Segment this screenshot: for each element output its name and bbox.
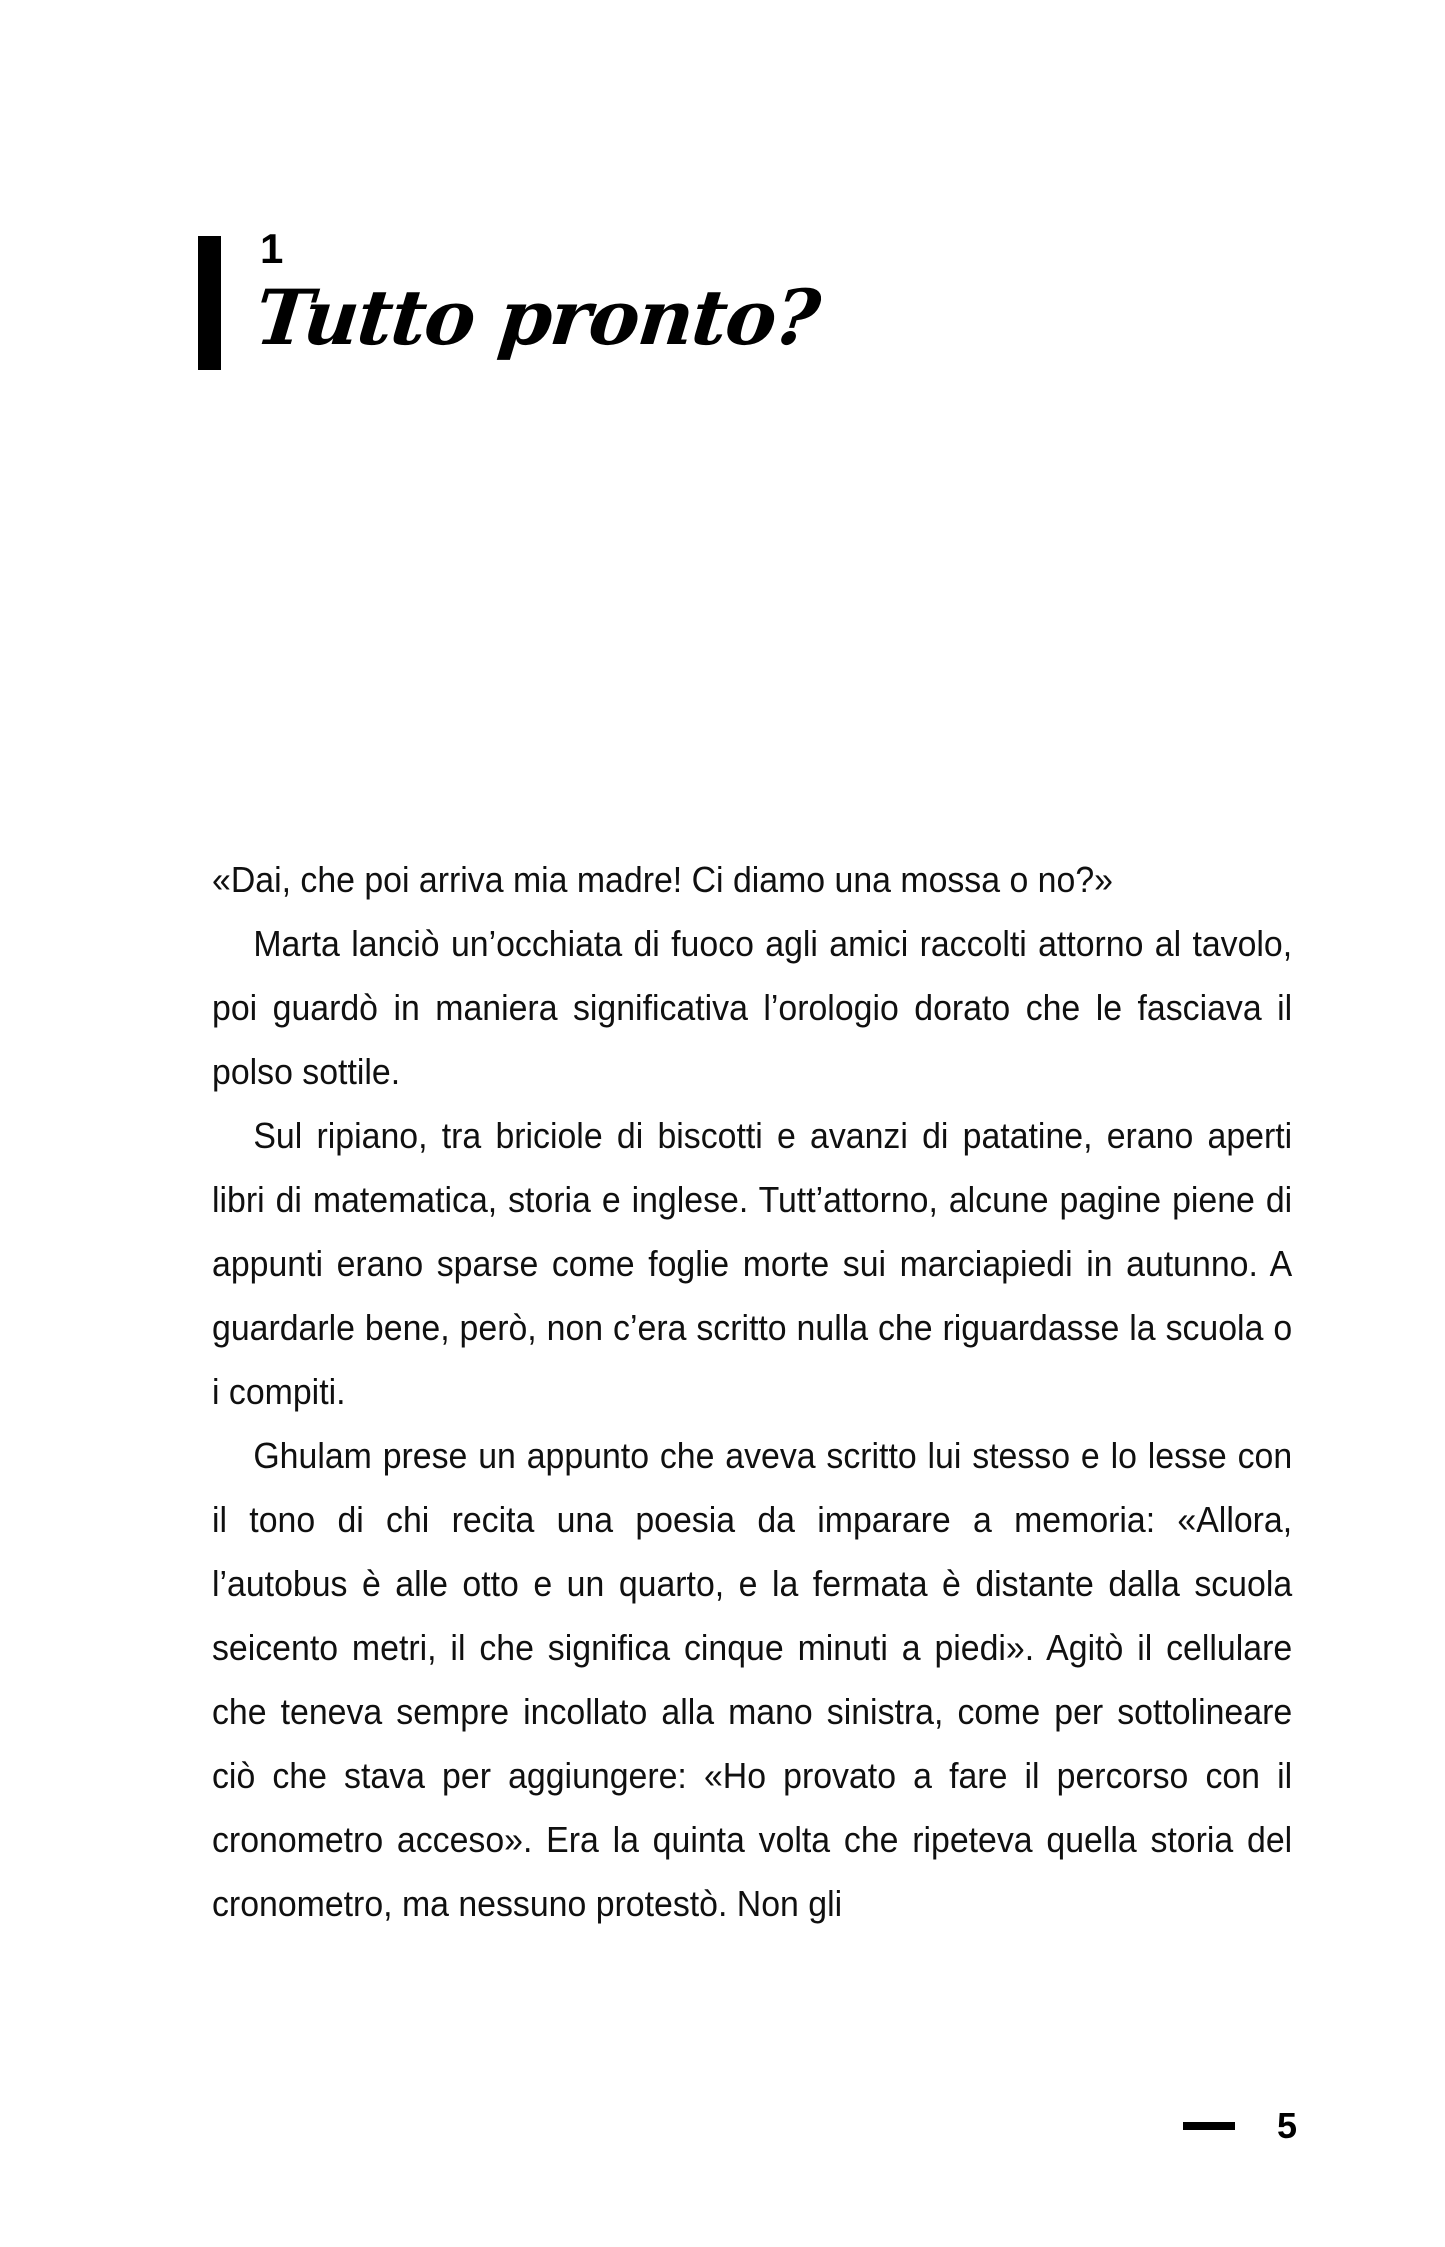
page-footer bbox=[0, 2105, 1445, 2168]
folio-dash-icon bbox=[1183, 2122, 1235, 2130]
folio-group bbox=[1183, 2105, 1297, 2146]
chapter-rule-bar bbox=[198, 236, 221, 370]
page-number: 5 bbox=[1276, 2105, 1297, 2146]
paragraph: Sul ripiano, tra briciole di biscotti e avanzi di patatine, erano aperti libri di matematica, storia e inglese. Tutt’attorno, alcune pagine piene di appunti erano sparse come foglie morte sui marciapiedi in autunno. A guardarle bene, però, non c’era scritto nulla che riguardasse la scuola o i compiti. bbox=[212, 1115, 1293, 1412]
chapter-heading bbox=[198, 225, 1098, 398]
body-text-column bbox=[212, 848, 1292, 1936]
paragraph: Marta lanciò un’occhiata di fuoco agli amici raccolti attorno al tavolo, poi guardò in maniera significativa l’orologio dorato che le fasciava il polso sottile. bbox=[212, 923, 1293, 1092]
paragraph: «Dai, che poi arriva mia madre! Ci diamo una mossa o no?» bbox=[212, 859, 1113, 900]
paragraph: Ghulam prese un appunto che aveva scritto lui stesso e lo lesse con il tono di chi recita una poesia da imparare a memoria: «Allora, l’autobus è alle otto e un quarto, e la fermata è distante dalla scuola seicento metri, il che significa cinque minuti a piedi». Agitò il cellulare che teneva sempre incollato alla mano sinistra, come per sottolineare ciò che stava per aggiungere: «Ho provato a fare il percorso con il cronometro acceso». Era la quinta volta che ripeteva quella storia del cronometro, ma nessuno protestò. Non gli bbox=[212, 1435, 1293, 1924]
chapter-number: 1 bbox=[260, 225, 283, 272]
chapter-title: Tutto pronto? bbox=[251, 273, 823, 362]
